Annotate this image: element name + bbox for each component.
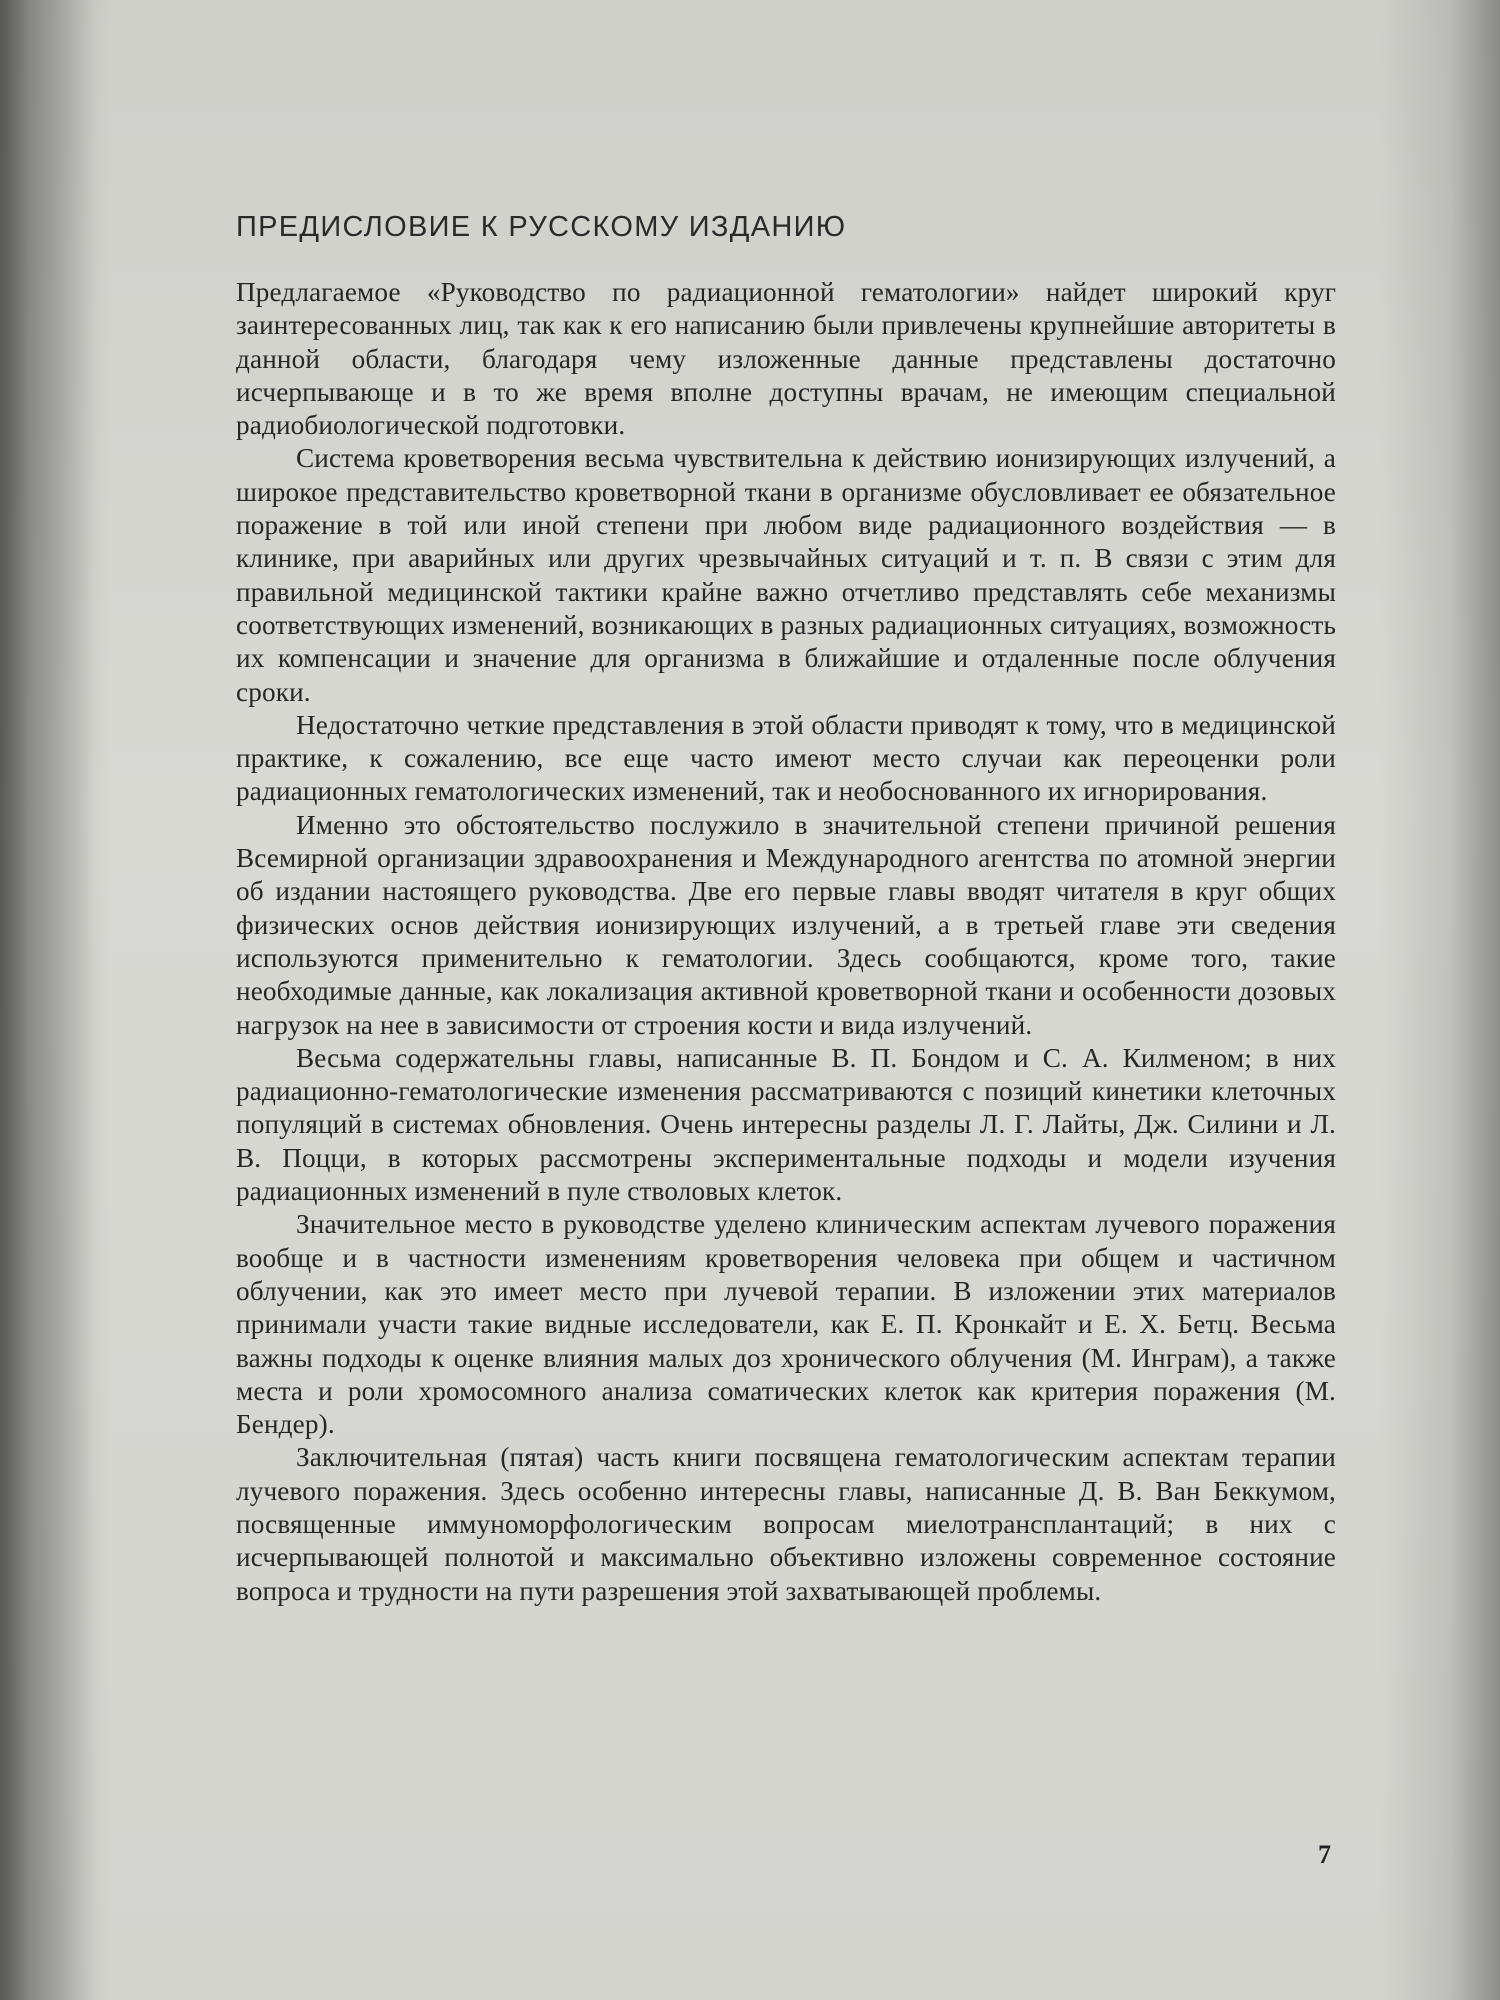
paragraph: Заключительная (пятая) часть книги посвящена гематологическим аспектам терапии лучевого поражения. Здесь особенно интересны главы, написанные Д. В. Ван Беккумом, посвященные иммуноморфологическим вопросам миелотрансплантаций; в них с исчерпывающей полнотой и максимально объективно изложены современное состояние вопроса и трудности на пути разрешения этой захватывающей проблемы.	[236, 1442, 1336, 1606]
paragraph: Весьма содержательны главы, написанные В. П. Бондом и С. А. Килменом; в них радиационно-гематологические изменения рассматриваются с позиций кинетики клеточных популяций в системах обновления. Очень интересны разделы Л. Г. Лайты, Дж. Силини и Л. В. Поцци, в которых рассмотрены экспериментальные подходы и модели изучения радиационных изменений в пуле стволовых клеток.	[236, 1042, 1336, 1207]
paragraph: Система кроветворения весьма чувствительна к действию ионизирующих излучений, а широкое представительство кроветворной ткани в организме обусловливает ее обязательное поражение в той или иной степени при любом виде радиационного воздействия — в клинике, при аварийных или других чрезвычайных ситуаций и т. п. В связи с этим для правильной медицинской тактики крайне важно отчетливо представлять себе механизмы соответствующих изменений, возникающих в разных радиационных ситуациях, возможность их компенсации и значение для организма в ближайшие и отдаленные после облучения сроки.	[236, 443, 1336, 707]
binding-shadow	[0, 0, 95, 2000]
paragraph: Именно это обстоятельство послужило в значительной степени причиной решения Всемирной организации здравоохранения и Международного агентства по атомной энергии об издании настоящего руководства. Две его первые главы вводят читателя в круг общих физических основ действия ионизирующих излучений, а в третьей главе эти сведения используются применительно к гематологии. Здесь сообщаются, кроме того, такие необходимые данные, как локализация активной кроветворной ткани и особенности дозовых нагрузок на нее в зависимости от строения кости и вида излучений.	[236, 809, 1336, 1040]
page-number: 7	[1318, 1840, 1331, 1869]
paragraph: Предлагаемое «Руководство по радиационной гематологии» найдет широкий круг заинтересованных лиц, так как к его написанию были привлечены крупнейшие авторитеты в данной области, благодаря чему изложенные данные представлены достаточно исчерпывающе и в то же время вполне доступны врачам, не имеющим специальной радиобиологической подготовки.	[236, 277, 1336, 441]
paragraph: Недостаточно четкие представления в этой области приводят к тому, что в медицинской практике, к сожалению, все еще часто имеют место случаи как переоценки роли радиационных гематологических изменений, так и необоснованного их игнорирования.	[236, 709, 1336, 807]
body-text	[236, 276, 1336, 1608]
paragraph: Значительное место в руководстве уделено клиническим аспектам лучевого поражения вообще и в частности изменениям кроветворения человека при общем и частичном облучении, как это имеет место при лучевой терапии. В изложении этих материалов принимали участи такие видные исследователи, как Е. П. Кронкайт и Е. Х. Бетц. Весьма важны подходы к оценке влияния малых доз хронического облучения (М. Инграм), а также места и роли хромосомного анализа соматических клеток как критерия поражения (М. Бендер).	[236, 1209, 1336, 1440]
page-title: ПРЕДИСЛОВИЕ К РУССКОМУ ИЗДАНИЮ	[236, 211, 847, 243]
